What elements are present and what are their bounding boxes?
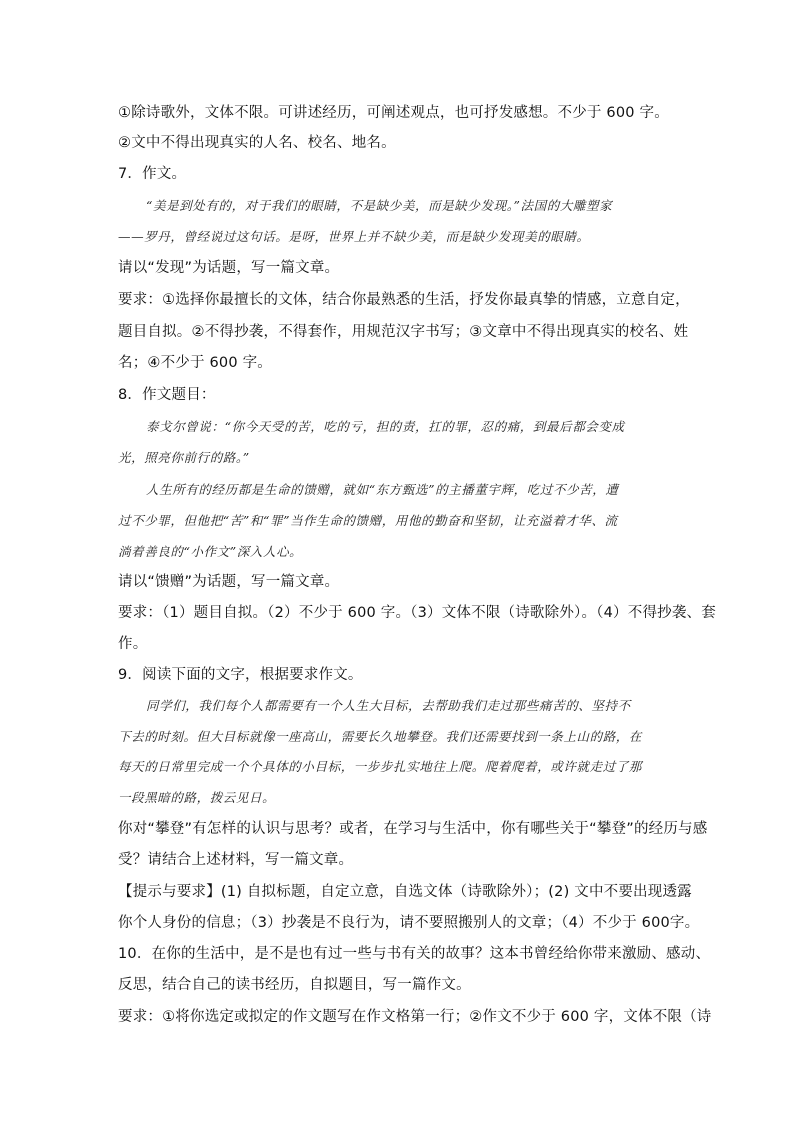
- question-9-prompt-line-1: 你对“攀登”有怎样的认识与思考？或者，在学习与生活中，你有哪些关于“攀登”的经历与感: [118, 821, 708, 837]
- question-7-requirement-line-1: 要求：①选择你最擅长的文体，结合你最熟悉的生活，抒发你最真挚的情感，立意自定，: [118, 292, 690, 308]
- question-8-prompt: 请以“馈赠”为话题，写一篇文章。: [118, 574, 340, 590]
- question-7-requirement-line-2: 题目自拟。②不得抄袭，不得套作，用规范汉字书写；③文章中不得出现真实的校名、姓: [118, 324, 689, 340]
- question-8-quote-line-2: 光，照亮你前行的路。”: [118, 450, 250, 465]
- question-7-quote-line-1: “美是到处有的，对于我们的眼睛，不是缺少美，而是缺少发现。”法国的大雕塑家: [146, 198, 613, 213]
- question-9-material-line-2: 下去的时刻。但大目标就像一座高山，需要长久地攀登。我们还需要找到一条上山的路，在: [118, 729, 643, 744]
- question-10-requirement-line: 要求：①将你选定或拟定的作文题写在作文格第一行；②作文不少于 600 字，文体不限（诗: [118, 1009, 712, 1025]
- requirement-2-line: ②文中不得出现真实的人名、校名、地名。: [118, 135, 396, 151]
- question-8-requirement-line-1: 要求：（1）题目自拟。（2）不少于 600 字。（3）文体不限（诗歌除外）。（4）不得抄袭、套: [118, 605, 716, 621]
- question-7-prompt: 请以“发现”为话题，写一篇文章。: [118, 260, 340, 276]
- question-9-prompt-line-2: 受？请结合上述材料，写一篇文章。: [118, 852, 354, 868]
- requirement-1-line: ①除诗歌外，文体不限。可讲述经历，可阐述观点，也可抒发感想。不少于 600 字。: [118, 105, 669, 121]
- question-8-quote-line-1: 泰戈尔曾说：“你今天受的苦，吃的亏，担的责，扛的罪，忍的痛，到最后都会变成: [146, 419, 625, 434]
- question-9-heading: 9．阅读下面的文字，根据要求作文。: [118, 667, 363, 683]
- question-8-material-line-2: 过不少罪，但他把“苦”和“罪”当作生命的馈赠，用他的勤奋和坚韧，让充溢着才华、流: [118, 513, 618, 528]
- question-8-material-line-3: 淌着善良的“小作文”深入人心。: [118, 544, 303, 559]
- question-7-quote-line-2: ——罗丹，曾经说过这句话。是呀，世界上并不缺少美，而是缺少发现美的眼睛。: [118, 229, 590, 244]
- question-8-requirement-line-2: 作。: [118, 636, 148, 652]
- question-8-heading: 8．作文题目：: [118, 387, 216, 403]
- question-10-line-2: 反思，结合自己的读书经历，自拟题目，写一篇作文。: [118, 977, 471, 993]
- question-9-material-line-3: 每天的日常里完成一个个具体的小目标，一步步扎实地往上爬。爬着爬着，或许就走过了那: [118, 759, 643, 774]
- question-9-requirement-line-2: 你个人身份的信息；（3）抄袭是不良行为，请不要照搬别人的文章；（4）不少于 600字。: [118, 915, 700, 931]
- question-9-requirement-line-1: 【提示与要求】(1) 自拟标题，自定立意，自选文体（诗歌除外）；(2) 文中不要出现透露: [118, 884, 692, 900]
- question-9-material-line-1: 同学们，我们每个人都需要有一个人生大目标，去帮助我们走过那些痛苦的、坚持不: [146, 698, 631, 713]
- question-7-requirement-line-3: 名；④不少于 600 字。: [118, 355, 272, 371]
- question-10-line-1: 10．在你的生活中，是不是也有过一些与书有关的故事？这本书曾经给你带来激励、感动、: [118, 946, 711, 962]
- question-9-material-line-4: 一段黑暗的路，拨云见日。: [118, 790, 276, 805]
- question-8-material-line-1: 人生所有的经历都是生命的馈赠，就如“东方甄选”的主播董宇辉，吃过不少苦，遭: [146, 482, 619, 497]
- question-7-heading: 7．作文。: [118, 166, 187, 182]
